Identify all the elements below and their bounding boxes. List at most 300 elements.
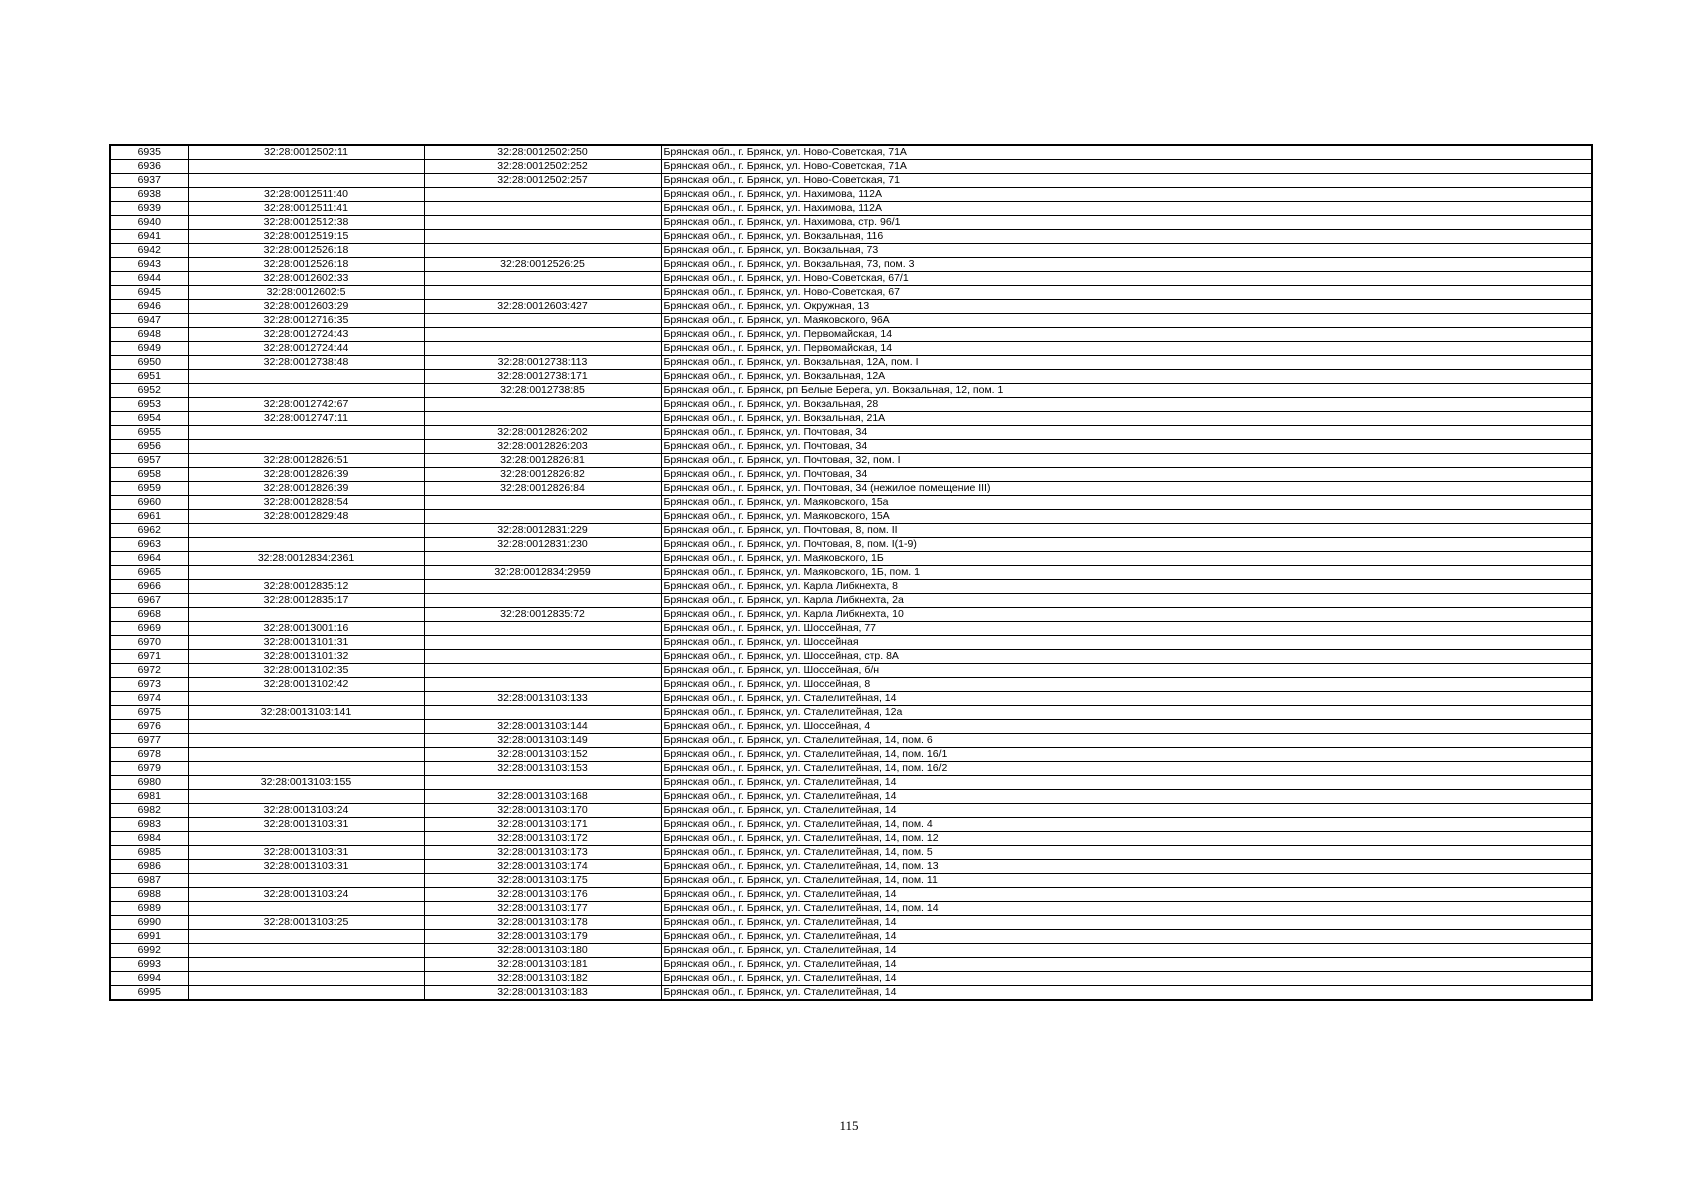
address-cell: Брянская обл., г. Брянск, ул. Сталелитейная, 14, пом. 16/1 [661, 748, 1592, 762]
address-cell: Брянская обл., г. Брянск, ул. Сталелитейная, 14, пом. 6 [661, 734, 1592, 748]
table-row [110, 538, 1592, 552]
address-cell: Брянская обл., г. Брянск, ул. Сталелитейная, 14 [661, 888, 1592, 902]
land-cadastral-number-cell: 32:28:0012835:12 [188, 580, 424, 594]
land-cadastral-number-cell: 32:28:0012724:43 [188, 328, 424, 342]
row-number-cell: 6970 [110, 636, 188, 650]
address-cell: Брянская обл., г. Брянск, ул. Сталелитейная, 14 [661, 790, 1592, 804]
table-row [110, 496, 1592, 510]
land-cadastral-number-cell [188, 734, 424, 748]
row-number-cell: 6975 [110, 706, 188, 720]
address-cell: Брянская обл., г. Брянск, ул. Сталелитейная, 14 [661, 930, 1592, 944]
address-cell: Брянская обл., г. Брянск, ул. Сталелитейная, 14 [661, 958, 1592, 972]
land-cadastral-number-cell [188, 972, 424, 986]
address-cell: Брянская обл., г. Брянск, ул. Карла Либкнехта, 2а [661, 594, 1592, 608]
row-number-cell: 6952 [110, 384, 188, 398]
table-row [110, 734, 1592, 748]
building-cadastral-number-cell [424, 594, 661, 608]
building-cadastral-number-cell: 32:28:0013103:181 [424, 958, 661, 972]
building-cadastral-number-cell: 32:28:0013103:173 [424, 846, 661, 860]
row-number-cell: 6969 [110, 622, 188, 636]
table-row [110, 370, 1592, 384]
row-number-cell: 6938 [110, 188, 188, 202]
land-cadastral-number-cell: 32:28:0012511:41 [188, 202, 424, 216]
address-cell: Брянская обл., г. Брянск, ул. Почтовая, 32, пом. I [661, 454, 1592, 468]
table-row [110, 776, 1592, 790]
address-cell: Брянская обл., г. Брянск, ул. Шоссейная [661, 636, 1592, 650]
address-cell: Брянская обл., г. Брянск, ул. Вокзальная, 73 [661, 244, 1592, 258]
table-row [110, 608, 1592, 622]
address-cell: Брянская обл., г. Брянск, ул. Шоссейная, 77 [661, 622, 1592, 636]
building-cadastral-number-cell [424, 286, 661, 300]
building-cadastral-number-cell [424, 230, 661, 244]
row-number-cell: 6994 [110, 972, 188, 986]
land-cadastral-number-cell: 32:28:0013103:24 [188, 804, 424, 818]
row-number-cell: 6959 [110, 482, 188, 496]
address-cell: Брянская обл., г. Брянск, ул. Окружная, 13 [661, 300, 1592, 314]
building-cadastral-number-cell: 32:28:0013103:176 [424, 888, 661, 902]
building-cadastral-number-cell: 32:28:0012603:427 [424, 300, 661, 314]
land-cadastral-number-cell: 32:28:0013103:31 [188, 818, 424, 832]
building-cadastral-number-cell: 32:28:0012826:82 [424, 468, 661, 482]
table-row [110, 272, 1592, 286]
land-cadastral-number-cell: 32:28:0013101:31 [188, 636, 424, 650]
row-number-cell: 6966 [110, 580, 188, 594]
row-number-cell: 6989 [110, 902, 188, 916]
building-cadastral-number-cell [424, 188, 661, 202]
row-number-cell: 6954 [110, 412, 188, 426]
land-cadastral-number-cell: 32:28:0012829:48 [188, 510, 424, 524]
address-cell: Брянская обл., г. Брянск, ул. Почтовая, 8, пом. I(1-9) [661, 538, 1592, 552]
row-number-cell: 6990 [110, 916, 188, 930]
table-row [110, 552, 1592, 566]
table-row [110, 356, 1592, 370]
address-cell: Брянская обл., г. Брянск, ул. Шоссейная, стр. 8А [661, 650, 1592, 664]
row-number-cell: 6971 [110, 650, 188, 664]
row-number-cell: 6945 [110, 286, 188, 300]
table-row [110, 664, 1592, 678]
table-row [110, 188, 1592, 202]
property-registry-table [109, 144, 1593, 1001]
table-row [110, 902, 1592, 916]
table-row [110, 384, 1592, 398]
land-cadastral-number-cell: 32:28:0012738:48 [188, 356, 424, 370]
address-cell: Брянская обл., г. Брянск, ул. Маяковского, 1Б [661, 552, 1592, 566]
table-row [110, 790, 1592, 804]
land-cadastral-number-cell: 32:28:0012519:15 [188, 230, 424, 244]
building-cadastral-number-cell: 32:28:0013103:175 [424, 874, 661, 888]
address-cell: Брянская обл., г. Брянск, ул. Сталелитейная, 14, пом. 16/2 [661, 762, 1592, 776]
land-cadastral-number-cell [188, 692, 424, 706]
building-cadastral-number-cell [424, 342, 661, 356]
land-cadastral-number-cell [188, 608, 424, 622]
land-cadastral-number-cell [188, 384, 424, 398]
building-cadastral-number-cell [424, 244, 661, 258]
land-cadastral-number-cell: 32:28:0012602:33 [188, 272, 424, 286]
address-cell: Брянская обл., г. Брянск, ул. Сталелитейная, 14, пом. 12 [661, 832, 1592, 846]
row-number-cell: 6972 [110, 664, 188, 678]
row-number-cell: 6987 [110, 874, 188, 888]
building-cadastral-number-cell [424, 216, 661, 230]
row-number-cell: 6981 [110, 790, 188, 804]
building-cadastral-number-cell [424, 636, 661, 650]
table-row [110, 636, 1592, 650]
address-cell: Брянская обл., г. Брянск, ул. Маяковского, 15А [661, 510, 1592, 524]
table-row [110, 972, 1592, 986]
table-row [110, 874, 1592, 888]
building-cadastral-number-cell: 32:28:0013103:153 [424, 762, 661, 776]
table-row [110, 846, 1592, 860]
row-number-cell: 6968 [110, 608, 188, 622]
building-cadastral-number-cell: 32:28:0013103:179 [424, 930, 661, 944]
address-cell: Брянская обл., г. Брянск, ул. Ново-Советская, 67 [661, 286, 1592, 300]
row-number-cell: 6950 [110, 356, 188, 370]
row-number-cell: 6944 [110, 272, 188, 286]
land-cadastral-number-cell: 32:28:0012724:44 [188, 342, 424, 356]
row-number-cell: 6937 [110, 174, 188, 188]
address-cell: Брянская обл., г. Брянск, ул. Сталелитейная, 14 [661, 972, 1592, 986]
land-cadastral-number-cell [188, 930, 424, 944]
building-cadastral-number-cell [424, 776, 661, 790]
address-cell: Брянская обл., г. Брянск, ул. Вокзальная, 21А [661, 412, 1592, 426]
table-row [110, 300, 1592, 314]
address-cell: Брянская обл., г. Брянск, ул. Первомайская, 14 [661, 342, 1592, 356]
row-number-cell: 6980 [110, 776, 188, 790]
building-cadastral-number-cell: 32:28:0013103:168 [424, 790, 661, 804]
table-row [110, 818, 1592, 832]
building-cadastral-number-cell [424, 678, 661, 692]
table-row [110, 986, 1592, 1001]
address-cell: Брянская обл., г. Брянск, ул. Почтовая, 34 [661, 440, 1592, 454]
table-row [110, 594, 1592, 608]
building-cadastral-number-cell [424, 552, 661, 566]
building-cadastral-number-cell: 32:28:0012826:81 [424, 454, 661, 468]
address-cell: Брянская обл., г. Брянск, ул. Сталелитейная, 14, пом. 14 [661, 902, 1592, 916]
land-cadastral-number-cell: 32:28:0012826:39 [188, 468, 424, 482]
building-cadastral-number-cell [424, 202, 661, 216]
land-cadastral-number-cell [188, 832, 424, 846]
building-cadastral-number-cell [424, 706, 661, 720]
building-cadastral-number-cell: 32:28:0012831:229 [424, 524, 661, 538]
land-cadastral-number-cell: 32:28:0013103:25 [188, 916, 424, 930]
building-cadastral-number-cell: 32:28:0012826:84 [424, 482, 661, 496]
land-cadastral-number-cell [188, 986, 424, 1001]
land-cadastral-number-cell: 32:28:0013103:155 [188, 776, 424, 790]
address-cell: Брянская обл., г. Брянск, ул. Сталелитейная, 14 [661, 804, 1592, 818]
building-cadastral-number-cell: 32:28:0012502:252 [424, 160, 661, 174]
land-cadastral-number-cell: 32:28:0012742:67 [188, 398, 424, 412]
address-cell: Брянская обл., г. Брянск, ул. Шоссейная, б/н [661, 664, 1592, 678]
row-number-cell: 6965 [110, 566, 188, 580]
row-number-cell: 6948 [110, 328, 188, 342]
land-cadastral-number-cell: 32:28:0012526:18 [188, 258, 424, 272]
land-cadastral-number-cell: 32:28:0013102:35 [188, 664, 424, 678]
building-cadastral-number-cell [424, 622, 661, 636]
row-number-cell: 6983 [110, 818, 188, 832]
row-number-cell: 6942 [110, 244, 188, 258]
row-number-cell: 6958 [110, 468, 188, 482]
table-row [110, 832, 1592, 846]
land-cadastral-number-cell: 32:28:0012834:2361 [188, 552, 424, 566]
building-cadastral-number-cell: 32:28:0012738:85 [424, 384, 661, 398]
building-cadastral-number-cell: 32:28:0012826:202 [424, 426, 661, 440]
address-cell: Брянская обл., г. Брянск, ул. Ново-Советская, 71 [661, 174, 1592, 188]
row-number-cell: 6978 [110, 748, 188, 762]
land-cadastral-number-cell: 32:28:0013103:31 [188, 860, 424, 874]
land-cadastral-number-cell [188, 370, 424, 384]
row-number-cell: 6993 [110, 958, 188, 972]
address-cell: Брянская обл., г. Брянск, ул. Сталелитейная, 14 [661, 692, 1592, 706]
land-cadastral-number-cell: 32:28:0012747:11 [188, 412, 424, 426]
land-cadastral-number-cell: 32:28:0012826:39 [188, 482, 424, 496]
land-cadastral-number-cell: 32:28:0013101:32 [188, 650, 424, 664]
building-cadastral-number-cell: 32:28:0013103:182 [424, 972, 661, 986]
table-row [110, 244, 1592, 258]
row-number-cell: 6984 [110, 832, 188, 846]
table-row [110, 860, 1592, 874]
table-row [110, 342, 1592, 356]
row-number-cell: 6953 [110, 398, 188, 412]
land-cadastral-number-cell [188, 762, 424, 776]
land-cadastral-number-cell [188, 538, 424, 552]
row-number-cell: 6957 [110, 454, 188, 468]
building-cadastral-number-cell: 32:28:0013103:177 [424, 902, 661, 916]
land-cadastral-number-cell [188, 874, 424, 888]
row-number-cell: 6964 [110, 552, 188, 566]
building-cadastral-number-cell: 32:28:0012738:113 [424, 356, 661, 370]
address-cell: Брянская обл., г. Брянск, ул. Сталелитейная, 14, пом. 4 [661, 818, 1592, 832]
land-cadastral-number-cell: 32:28:0012511:40 [188, 188, 424, 202]
address-cell: Брянская обл., г. Брянск, ул. Сталелитейная, 14 [661, 986, 1592, 1001]
address-cell: Брянская обл., г. Брянск, ул. Карла Либкнехта, 8 [661, 580, 1592, 594]
registry-sheet [109, 144, 1591, 1001]
table-row [110, 258, 1592, 272]
table-row [110, 944, 1592, 958]
table-row [110, 230, 1592, 244]
table-row [110, 762, 1592, 776]
row-number-cell: 6982 [110, 804, 188, 818]
address-cell: Брянская обл., г. Брянск, ул. Почтовая, 34 [661, 468, 1592, 482]
row-number-cell: 6991 [110, 930, 188, 944]
row-number-cell: 6961 [110, 510, 188, 524]
row-number-cell: 6943 [110, 258, 188, 272]
building-cadastral-number-cell [424, 314, 661, 328]
row-number-cell: 6963 [110, 538, 188, 552]
building-cadastral-number-cell: 32:28:0012738:171 [424, 370, 661, 384]
address-cell: Брянская обл., г. Брянск, ул. Почтовая, 34 [661, 426, 1592, 440]
table-row [110, 622, 1592, 636]
address-cell: Брянская обл., г. Брянск, ул. Маяковского, 96А [661, 314, 1592, 328]
row-number-cell: 6979 [110, 762, 188, 776]
address-cell: Брянская обл., г. Брянск, ул. Первомайская, 14 [661, 328, 1592, 342]
row-number-cell: 6936 [110, 160, 188, 174]
table-row [110, 426, 1592, 440]
table-row [110, 748, 1592, 762]
address-cell: Брянская обл., г. Брянск, ул. Ново-Советская, 71А [661, 145, 1592, 160]
address-cell: Брянская обл., г. Брянск, ул. Почтовая, 34 (нежилое помещение III) [661, 482, 1592, 496]
table-row [110, 412, 1592, 426]
building-cadastral-number-cell: 32:28:0012831:230 [424, 538, 661, 552]
table-row [110, 692, 1592, 706]
table-row [110, 202, 1592, 216]
row-number-cell: 6935 [110, 145, 188, 160]
address-cell: Брянская обл., г. Брянск, ул. Вокзальная, 73, пом. 3 [661, 258, 1592, 272]
building-cadastral-number-cell: 32:28:0012502:250 [424, 145, 661, 160]
building-cadastral-number-cell: 32:28:0013103:180 [424, 944, 661, 958]
land-cadastral-number-cell: 32:28:0012603:29 [188, 300, 424, 314]
land-cadastral-number-cell: 32:28:0012828:54 [188, 496, 424, 510]
row-number-cell: 6946 [110, 300, 188, 314]
row-number-cell: 6977 [110, 734, 188, 748]
address-cell: Брянская обл., г. Брянск, ул. Маяковского, 1Б, пом. 1 [661, 566, 1592, 580]
table-row [110, 958, 1592, 972]
row-number-cell: 6986 [110, 860, 188, 874]
address-cell: Брянская обл., г. Брянск, ул. Маяковского, 15а [661, 496, 1592, 510]
address-cell: Брянская обл., г. Брянск, ул. Сталелитейная, 14 [661, 944, 1592, 958]
address-cell: Брянская обл., г. Брянск, ул. Сталелитейная, 14, пом. 11 [661, 874, 1592, 888]
address-cell: Брянская обл., г. Брянск, ул. Почтовая, 8, пом. II [661, 524, 1592, 538]
row-number-cell: 6985 [110, 846, 188, 860]
land-cadastral-number-cell: 32:28:0013001:16 [188, 622, 424, 636]
building-cadastral-number-cell: 32:28:0013103:149 [424, 734, 661, 748]
row-number-cell: 6960 [110, 496, 188, 510]
land-cadastral-number-cell: 32:28:0012602:5 [188, 286, 424, 300]
table-row [110, 145, 1592, 160]
address-cell: Брянская обл., г. Брянск, ул. Сталелитейная, 14 [661, 916, 1592, 930]
building-cadastral-number-cell: 32:28:0012502:257 [424, 174, 661, 188]
table-row [110, 482, 1592, 496]
land-cadastral-number-cell: 32:28:0012526:18 [188, 244, 424, 258]
table-row [110, 328, 1592, 342]
land-cadastral-number-cell [188, 160, 424, 174]
building-cadastral-number-cell: 32:28:0013103:152 [424, 748, 661, 762]
address-cell: Брянская обл., г. Брянск, ул. Нахимова, 112А [661, 188, 1592, 202]
address-cell: Брянская обл., г. Брянск, ул. Ново-Советская, 71А [661, 160, 1592, 174]
table-row [110, 916, 1592, 930]
land-cadastral-number-cell: 32:28:0012512:38 [188, 216, 424, 230]
table-row [110, 566, 1592, 580]
building-cadastral-number-cell: 32:28:0013103:172 [424, 832, 661, 846]
table-row [110, 174, 1592, 188]
address-cell: Брянская обл., г. Брянск, ул. Сталелитейная, 14, пом. 13 [661, 860, 1592, 874]
building-cadastral-number-cell: 32:28:0013103:144 [424, 720, 661, 734]
table-row [110, 160, 1592, 174]
building-cadastral-number-cell: 32:28:0012834:2959 [424, 566, 661, 580]
table-row [110, 720, 1592, 734]
row-number-cell: 6973 [110, 678, 188, 692]
address-cell: Брянская обл., г. Брянск, ул. Шоссейная, 4 [661, 720, 1592, 734]
table-row [110, 314, 1592, 328]
table-row [110, 678, 1592, 692]
building-cadastral-number-cell: 32:28:0013103:170 [424, 804, 661, 818]
row-number-cell: 6962 [110, 524, 188, 538]
table-row [110, 510, 1592, 524]
page-number: 115 [839, 1118, 859, 1133]
building-cadastral-number-cell [424, 510, 661, 524]
table-row [110, 286, 1592, 300]
row-number-cell: 6951 [110, 370, 188, 384]
land-cadastral-number-cell [188, 566, 424, 580]
address-cell: Брянская обл., г. Брянск, ул. Вокзальная, 116 [661, 230, 1592, 244]
address-cell: Брянская обл., г. Брянск, рп Белые Берега, ул. Вокзальная, 12, пом. 1 [661, 384, 1592, 398]
row-number-cell: 6955 [110, 426, 188, 440]
table-row [110, 888, 1592, 902]
land-cadastral-number-cell: 32:28:0013103:141 [188, 706, 424, 720]
table-row [110, 454, 1592, 468]
land-cadastral-number-cell [188, 524, 424, 538]
table-row [110, 398, 1592, 412]
row-number-cell: 6967 [110, 594, 188, 608]
building-cadastral-number-cell: 32:28:0013103:171 [424, 818, 661, 832]
address-cell: Брянская обл., г. Брянск, ул. Карла Либкнехта, 10 [661, 608, 1592, 622]
row-number-cell: 6939 [110, 202, 188, 216]
row-number-cell: 6941 [110, 230, 188, 244]
land-cadastral-number-cell: 32:28:0012826:51 [188, 454, 424, 468]
building-cadastral-number-cell [424, 272, 661, 286]
land-cadastral-number-cell [188, 790, 424, 804]
building-cadastral-number-cell: 32:28:0012526:25 [424, 258, 661, 272]
building-cadastral-number-cell: 32:28:0012835:72 [424, 608, 661, 622]
table-row [110, 580, 1592, 594]
land-cadastral-number-cell [188, 720, 424, 734]
row-number-cell: 6974 [110, 692, 188, 706]
building-cadastral-number-cell: 32:28:0013103:174 [424, 860, 661, 874]
building-cadastral-number-cell [424, 650, 661, 664]
table-row [110, 650, 1592, 664]
land-cadastral-number-cell: 32:28:0013102:42 [188, 678, 424, 692]
building-cadastral-number-cell: 32:28:0013103:183 [424, 986, 661, 1001]
table-row [110, 468, 1592, 482]
row-number-cell: 6995 [110, 986, 188, 1001]
address-cell: Брянская обл., г. Брянск, ул. Вокзальная, 12А [661, 370, 1592, 384]
land-cadastral-number-cell [188, 174, 424, 188]
table-row [110, 804, 1592, 818]
address-cell: Брянская обл., г. Брянск, ул. Нахимова, стр. 96/1 [661, 216, 1592, 230]
address-cell: Брянская обл., г. Брянск, ул. Нахимова, 112А [661, 202, 1592, 216]
row-number-cell: 6976 [110, 720, 188, 734]
land-cadastral-number-cell [188, 958, 424, 972]
row-number-cell: 6949 [110, 342, 188, 356]
address-cell: Брянская обл., г. Брянск, ул. Сталелитейная, 12а [661, 706, 1592, 720]
building-cadastral-number-cell: 32:28:0013103:133 [424, 692, 661, 706]
building-cadastral-number-cell: 32:28:0012826:203 [424, 440, 661, 454]
row-number-cell: 6947 [110, 314, 188, 328]
land-cadastral-number-cell: 32:28:0012502:11 [188, 145, 424, 160]
land-cadastral-number-cell [188, 440, 424, 454]
building-cadastral-number-cell: 32:28:0013103:178 [424, 916, 661, 930]
table-row [110, 440, 1592, 454]
registry-table-body [110, 145, 1592, 1000]
address-cell: Брянская обл., г. Брянск, ул. Сталелитейная, 14 [661, 776, 1592, 790]
building-cadastral-number-cell [424, 412, 661, 426]
table-row [110, 930, 1592, 944]
land-cadastral-number-cell [188, 426, 424, 440]
land-cadastral-number-cell: 32:28:0012835:17 [188, 594, 424, 608]
row-number-cell: 6940 [110, 216, 188, 230]
address-cell: Брянская обл., г. Брянск, ул. Вокзальная, 12А, пом. I [661, 356, 1592, 370]
land-cadastral-number-cell: 32:28:0013103:24 [188, 888, 424, 902]
address-cell: Брянская обл., г. Брянск, ул. Сталелитейная, 14, пом. 5 [661, 846, 1592, 860]
address-cell: Брянская обл., г. Брянск, ул. Вокзальная, 28 [661, 398, 1592, 412]
address-cell: Брянская обл., г. Брянск, ул. Ново-Советская, 67/1 [661, 272, 1592, 286]
land-cadastral-number-cell [188, 748, 424, 762]
building-cadastral-number-cell [424, 580, 661, 594]
table-row [110, 524, 1592, 538]
building-cadastral-number-cell [424, 398, 661, 412]
address-cell: Брянская обл., г. Брянск, ул. Шоссейная, 8 [661, 678, 1592, 692]
building-cadastral-number-cell [424, 496, 661, 510]
building-cadastral-number-cell [424, 664, 661, 678]
table-row [110, 216, 1592, 230]
